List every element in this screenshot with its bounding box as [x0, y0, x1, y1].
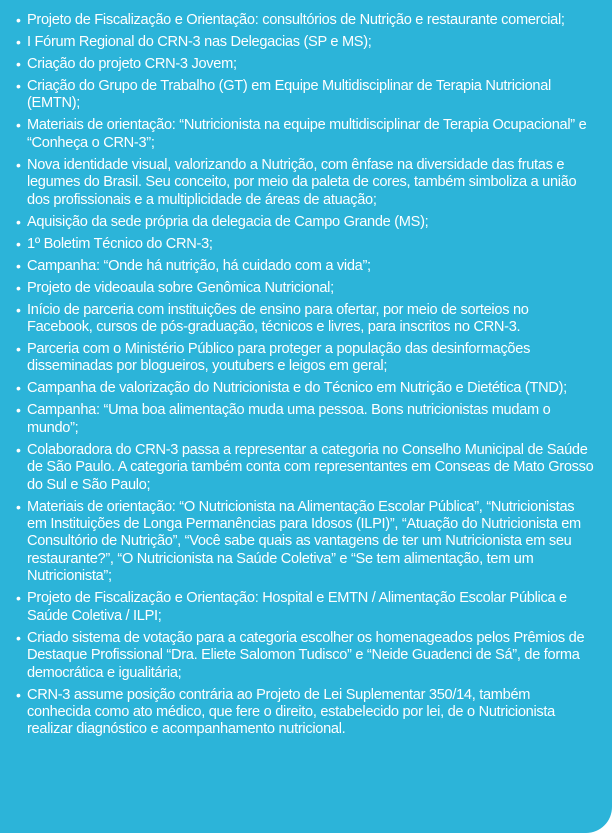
list-item [16, 258, 596, 275]
list-item [16, 499, 596, 586]
list-item-text: Criação do Grupo de Trabalho (GT) em Equipe Multidisciplinar de Terapia Nutricional (EMTN); [27, 78, 551, 112]
list-item [16, 590, 596, 625]
list-item-text: CRN-3 assume posição contrária ao Projeto de Lei Suplementar 350/14, também conhecida como ato médico, que fere o direito, estabelecido por lei, de o Nutricionista realizar diagnóstico e acompanhamento nutricional. [27, 686, 555, 738]
list-item [16, 630, 596, 682]
list-item [16, 34, 596, 51]
list-item-text: Nova identidade visual, valorizando a Nutrição, com ênfase na diversidade das frutas e legumes do Brasil. Seu conceito, por meio da paleta de cores, também simboliza a união dos profissionais e a multiplicidade de áreas de atuação; [27, 156, 577, 208]
list-item [16, 214, 596, 231]
bullet-icon: • [16, 341, 21, 358]
list-item-text: Campanha de valorização do Nutricionista e do Técnico em Nutrição e Dietética (TND); [27, 380, 567, 397]
bullet-icon: • [16, 380, 21, 397]
list-item-text: Criado sistema de votação para a categoria escolher os homenageados pelos Prêmios de Destaque Profissional “Dra. Eliete Salomon Tudisco” e “Neide Guadenci de Sá”, de forma democrática e igualitária; [27, 629, 585, 681]
list-item [16, 280, 596, 297]
bullet-icon: • [16, 629, 21, 646]
list-item-text: Criação do projeto CRN-3 Jovem; [27, 56, 237, 72]
bullet-icon: • [16, 156, 21, 173]
bullet-icon: • [16, 117, 21, 134]
bullet-icon: • [16, 12, 21, 28]
list-item [16, 380, 596, 397]
bullet-icon: • [16, 301, 21, 318]
list-item-text: Projeto de Fiscalização e Orientação: Hospital e EMTN / Alimentação Escolar Pública e Saúde Coletiva / ILPI; [27, 590, 567, 624]
list-item [16, 56, 596, 73]
list-item [16, 302, 596, 337]
list-item [16, 157, 596, 209]
list-item [16, 341, 596, 376]
bullet-icon: • [16, 498, 21, 515]
list-item [16, 402, 596, 437]
bullet-icon: • [16, 78, 21, 94]
bullet-icon: • [16, 686, 21, 703]
bullet-icon: • [16, 34, 21, 50]
bullet-icon: • [16, 279, 21, 296]
bullet-icon: • [16, 235, 21, 252]
list-item-text: Campanha: “Onde há nutrição, há cuidado com a vida”; [27, 257, 371, 274]
list-item-text: Campanha: “Uma boa alimentação muda uma pessoa. Bons nutricionistas mudam o mundo”; [27, 402, 551, 436]
bullet-icon: • [16, 213, 21, 230]
list-item-text: 1º Boletim Técnico do CRN-3; [27, 235, 213, 252]
list-item [16, 12, 596, 29]
list-item [16, 687, 596, 739]
list-item [16, 117, 596, 152]
list-item-text: Parceria com o Ministério Público para proteger a população das desinformações disseminadas por blogueiros, youtubers e leigos em geral; [27, 341, 531, 375]
list-item-text: Materiais de orientação: “Nutricionista na equipe multidisciplinar de Terapia Ocupacional” e “Conheça o CRN-3”; [27, 117, 587, 151]
bullet-icon: • [16, 402, 21, 419]
list-item [16, 442, 596, 494]
list-item-text: Início de parceria com instituições de ensino para ofertar, por meio de sorteios no Facebook, cursos de pós-graduação, técnicos e livres, para inscritos no CRN-3. [27, 301, 529, 336]
list-item [16, 78, 596, 113]
bullet-icon: • [16, 56, 21, 72]
list-item-text: I Fórum Regional do CRN-3 nas Delegacias (SP e MS); [27, 34, 372, 50]
bullet-icon: • [16, 257, 21, 274]
list-item-text: Projeto de videoaula sobre Genômica Nutricional; [27, 279, 334, 296]
list-item [16, 236, 596, 253]
bullet-icon: • [16, 441, 21, 458]
list-item-text: Projeto de Fiscalização e Orientação: consultórios de Nutrição e restaurante comercial; [27, 12, 565, 28]
achievements-list [16, 12, 596, 739]
bullet-icon: • [16, 590, 21, 607]
list-item-text: Materiais de orientação: “O Nutricionista na Alimentação Escolar Pública”, “Nutricionistas em Instituições de Longa Permanências para Idosos (ILPI)”, “Atuação do Nutricionista em Consultório de Nutrição”, “Você sabe quais as vantagens de ter um Nutricionista em seu restaurante?”, “O Nutricionista na Saúde Coletiva” e “Se tem alimentação, tem um Nutricionista”; [27, 498, 581, 585]
list-item-text: Aquisição da sede própria da delegacia de Campo Grande (MS); [27, 213, 429, 230]
list-item-text: Colaboradora do CRN-3 passa a representar a categoria no Conselho Municipal de Saúde de São Paulo. A categoria também conta com representantes em Conseas de Mato Grosso do Sul e São Paulo; [27, 441, 594, 493]
